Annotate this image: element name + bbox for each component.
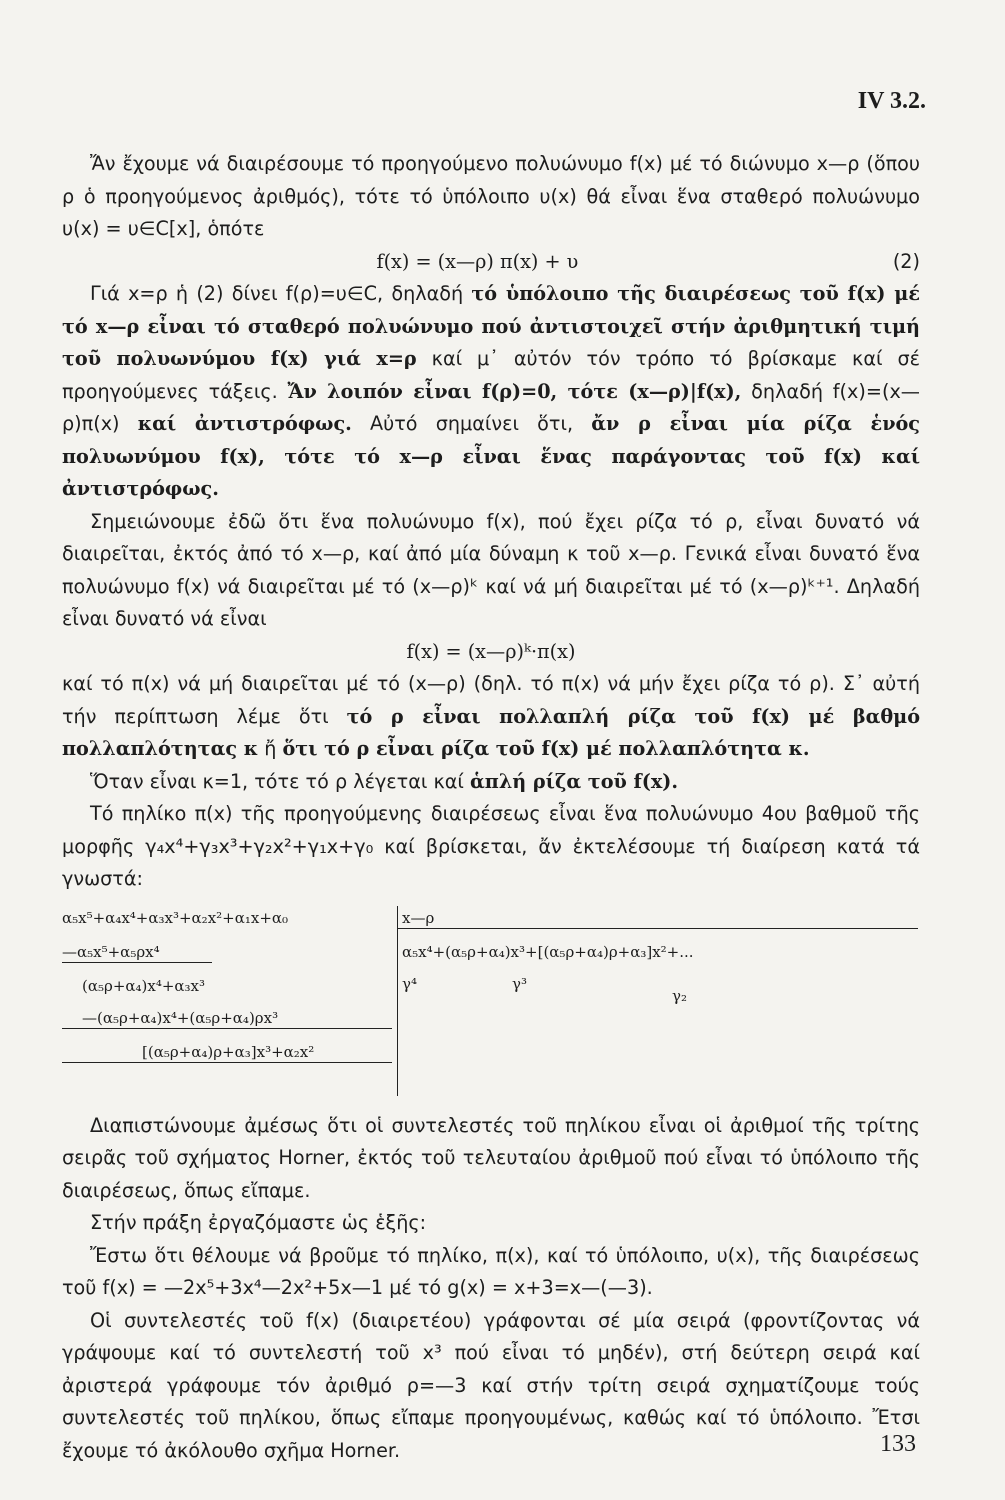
- division-divisor: x—ρ: [402, 908, 435, 927]
- equation-2: [62, 246, 920, 279]
- p2-text-c: καί μ᾽ αὐτόν τόν τρόπο τό βρίσκαμε καί σέ προηγούμενες τάξεις.: [62, 347, 920, 403]
- p4-text-c: ἤ: [258, 737, 283, 760]
- subtract-1-rule: [62, 962, 212, 963]
- long-division: [62, 902, 920, 1102]
- division-remainder-2: [(α₅ρ+α₄)ρ+α₃]x³+α₂x²: [142, 1042, 315, 1061]
- division-subtract-2: —(α₅ρ+α₄)x⁴+(α₅ρ+α₄)ρx³: [82, 1008, 279, 1027]
- paragraph-10: Οἱ συντελεστές τοῦ f(x) (διαιρετέου) γράφονται σέ μία σειρά (φροντίζοντας νά γράψουμε καί τό συντελεστή τοῦ x³ πού εἶναι τό μηδέν), στή δεύτερη σειρά καί ἀριστερά γράφουμε τόν ἀριθμό ρ=—3 καί στήν τρίτη σειρά σχηματίζουμε τούς συντελεστές τοῦ πηλίκου, ὅπως εἴπαμε προηγουμένως, καθώς καί τό ὑπόλοιπο. Ἔτσι ἔχουμε τό ἀκόλουθο σχῆμα Horner.: [62, 1308, 920, 1462]
- paragraph-5: [62, 766, 920, 799]
- p4-bold-d: ὅτι τό ρ εἶναι ρίζα τοῦ f(x) μέ πολλαπλότητα κ.: [282, 737, 810, 760]
- divisor-underline: [398, 928, 918, 929]
- page-number: 133: [880, 1431, 916, 1457]
- p2-text-a: Γιά x=ρ ἡ (2) δίνει f(ρ)=υ∈C, δηλαδή: [90, 282, 472, 305]
- paragraph-3: Σημειώνουμε ἐδῶ ὅτι ἕνα πολυώνυμο f(x), πού ἔχει ρίζα τό ρ, εἶναι δυνατό νά διαιρεῖται, ἐκτός ἀπό τό x—ρ, καί ἀπό μία δύναμη κ τοῦ x—ρ. Γενικά εἶναι δυνατό ἕνα πολυώνυμο f(x) νά διαιρεῖται μέ τό (x—ρ)ᵏ καί νά μή διαιρεῖται μέ τό (x—ρ)ᵏ⁺¹. Δηλαδή εἶναι δυνατό νά εἶναι: [62, 509, 920, 630]
- paragraph-4: [62, 668, 920, 766]
- section-header: IV 3.2.: [857, 88, 926, 114]
- paragraph-9: Ἔστω ὅτι θέλουμε νά βροῦμε τό πηλίκο, π(x), καί τό ὑπόλοιπο, υ(x), τῆς διαιρέσεως τοῦ f(x) = —2x⁵+3x⁴—2x²+5x—1 μέ τό g(x) = x+3=x—(—3).: [62, 1243, 920, 1299]
- paragraph-6: Τό πηλίκο π(x) τῆς προηγούμενης διαιρέσεως εἶναι ἕνα πολυώνυμο 4ου βαθμοῦ τῆς μορφῆς γ₄x⁴+γ₃x³+γ₂x²+γ₁x+γ₀ καί βρίσκεται, ἄν ἐκτελέσουμε τή διαίρεση κατά τά γνωστά:: [62, 802, 920, 890]
- p2-bold-b: τό ὑπόλοιπο τῆς διαιρέσεως τοῦ f(x) μέ τό x—ρ εἶναι τό σταθερό πολυώνυμο πού ἀντιστοιχεῖ στήν ἀριθμητική τιμή τοῦ πολυωνύμου f(x) γιά x=ρ: [62, 282, 920, 370]
- p5-bold-b: ἁπλή ρίζα τοῦ f(x).: [470, 769, 679, 793]
- quotient-label-g4: γ⁴: [402, 974, 417, 993]
- p4-bold-b: τό ρ εἶναι πολλαπλή ρίζα τοῦ f(x) μέ βαθμό πολλαπλότητας κ: [62, 704, 920, 760]
- equation-2-number: (2): [892, 249, 920, 273]
- paragraph-2: [62, 278, 920, 506]
- division-dividend: α₅x⁵+α₄x⁴+α₃x³+α₂x²+α₁x+α₀: [62, 908, 289, 927]
- remainder-2-rule: [62, 1062, 392, 1063]
- p2-text-e: δηλαδή f(x)=(x—ρ)π(x): [62, 379, 920, 435]
- page: [62, 78, 926, 1478]
- division-remainder-1: (α₅ρ+α₄)x⁴+α₃x³: [82, 976, 206, 995]
- paragraph-7: Διαπιστώνουμε ἀμέσως ὅτι οἱ συντελεστές τοῦ πηλίκου εἶναι οἱ ἀριθμοί τῆς τρίτης σειρᾶς τοῦ σχήματος Horner, ἐκτός τοῦ τελευταίου ἀριθμοῦ πού εἶναι τό ὑπόλοιπο τῆς διαιρέσεως, ὅπως εἴπαμε.: [62, 1113, 920, 1202]
- subtract-2-rule: [62, 1028, 392, 1029]
- p4-text-a: καί τό π(x) νά μή διαιρεῖται μέ τό (x—ρ) (δηλ. τό π(x) νά μήν ἔχει ρίζα τό ρ). Σ᾽ αὐτή τήν περίπτωση λέμε ὅτι: [62, 672, 920, 728]
- p2-text-g: Αὐτό σημαίνει ὅτι,: [351, 412, 592, 435]
- p2-bold-f: καί ἀντιστρόφως.: [137, 412, 352, 435]
- p2-bold-d: Ἄν λοιπόν εἶναι f(ρ)=0, τότε (x—ρ)|f(x),: [287, 379, 742, 403]
- equation-3: f(x) = (x—ρ)ᵏ·π(x): [406, 639, 576, 663]
- equation-2-body: f(x) = (x—ρ) π(x) + υ: [376, 249, 579, 273]
- paragraph-8: Στήν πράξη ἐργαζόμαστε ὡς ἑξῆς:: [90, 1211, 427, 1234]
- quotient-label-g3: γ³: [512, 974, 527, 993]
- paragraph-1: Ἄν ἔχουμε νά διαιρέσουμε τό προηγούμενο πολυώνυμο f(x) μέ τό διώνυμο x—ρ (ὅπου ρ ὁ προηγούμενος ἀριθμός), τότε τό ὑπόλοιπο υ(x) θά εἶναι ἕνα σταθερό πολυώνυμο υ(x) = υ∈C[x], ὁπότε: [62, 152, 920, 240]
- p2-bold-h: ἄν ρ εἶναι μία ρίζα ἑνός πολυωνύμου f(x), τότε τό x—ρ εἶναι ἕνας παράγοντας τοῦ f(x) καί ἀντιστρόφως.: [62, 412, 920, 500]
- p5-text-a: Ὅταν εἶναι κ=1, τότε τό ρ λέγεται καί: [90, 769, 471, 793]
- body-text: [62, 148, 920, 1467]
- division-quotient: α₅x⁴+(α₅ρ+α₄)x³+[(α₅ρ+α₄)ρ+α₃]x²+...: [402, 942, 694, 961]
- quotient-label-g2: γ₂: [672, 986, 687, 1005]
- division-subtract-1: —α₅x⁵+α₅ρx⁴: [62, 942, 160, 961]
